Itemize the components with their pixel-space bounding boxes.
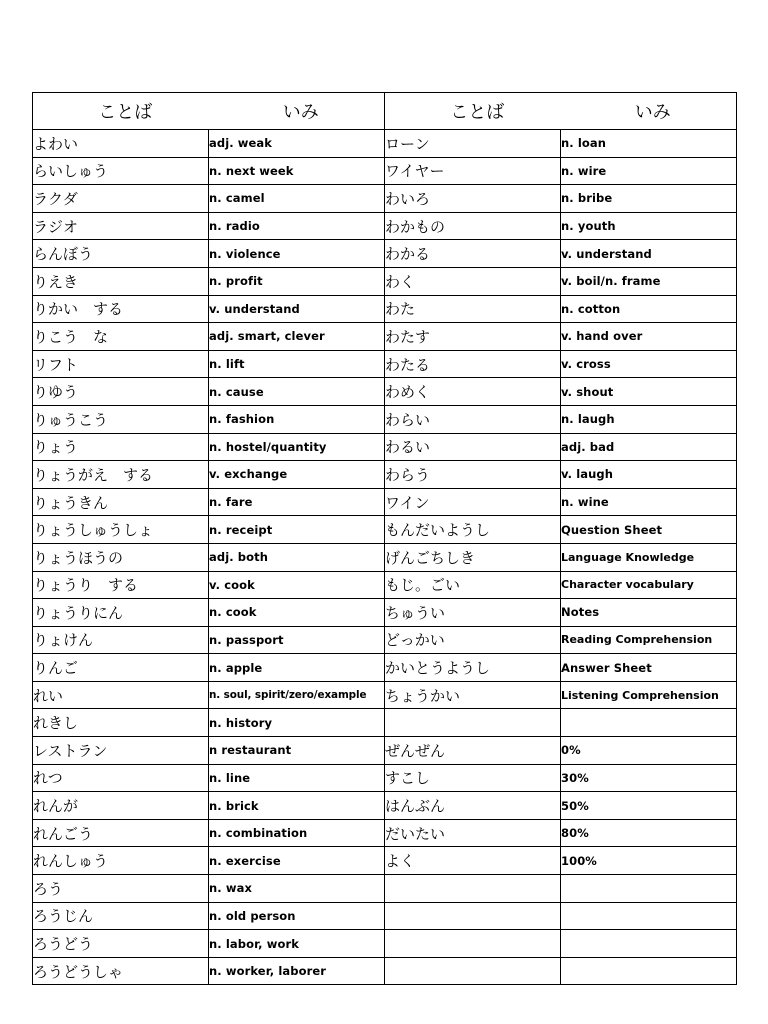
table-row: [33, 764, 737, 792]
right-header: [385, 93, 737, 130]
right-word-cell: どっかい: [385, 626, 561, 654]
vocabulary-body: [33, 130, 737, 985]
left-word-cell: れんごう: [33, 819, 209, 847]
right-meaning-cell: v. shout: [561, 378, 737, 406]
right-word-cell: もじ。ごい: [385, 571, 561, 599]
left-word-cell: りょうり する: [33, 571, 209, 599]
left-meaning-cell: n. wax: [209, 875, 385, 903]
left-word-cell: れんしゅう: [33, 847, 209, 875]
table-row: [33, 212, 737, 240]
table-row: [33, 130, 737, 158]
right-meaning-cell: v. understand: [561, 240, 737, 268]
table-row: [33, 792, 737, 820]
left-word-cell: れい: [33, 681, 209, 709]
table-row: [33, 681, 737, 709]
right-meaning-cell: n. cotton: [561, 295, 737, 323]
left-meaning-cell: n. line: [209, 764, 385, 792]
left-word-cell: りょうがえ する: [33, 461, 209, 489]
right-word-cell: わたす: [385, 323, 561, 351]
right-meaning-cell: [561, 957, 737, 985]
left-word-cell: りょう: [33, 433, 209, 461]
left-meaning-cell: n. fare: [209, 488, 385, 516]
left-meaning-cell: n. hostel/quantity: [209, 433, 385, 461]
left-meaning-header: いみ: [282, 102, 319, 123]
left-meaning-cell: n. radio: [209, 212, 385, 240]
right-word-cell: すこし: [385, 764, 561, 792]
left-meaning-cell: n. next week: [209, 157, 385, 185]
left-meaning-cell: n. camel: [209, 185, 385, 213]
right-word-cell: ワイヤー: [385, 157, 561, 185]
right-meaning-cell: [561, 902, 737, 930]
left-header: [33, 93, 385, 130]
left-meaning-cell: v. understand: [209, 295, 385, 323]
table-row: [33, 350, 737, 378]
right-word-cell: ローン: [385, 130, 561, 158]
left-word-cell: レストラン: [33, 737, 209, 765]
table-row: [33, 405, 737, 433]
right-word-cell: だいたい: [385, 819, 561, 847]
table-row: [33, 571, 737, 599]
table-row: [33, 488, 737, 516]
right-meaning-cell: Question Sheet: [561, 516, 737, 544]
right-word-cell: わかもの: [385, 212, 561, 240]
table-row: [33, 433, 737, 461]
right-word-cell: ちゅうい: [385, 599, 561, 627]
left-word-cell: ろう: [33, 875, 209, 903]
header-row: [33, 93, 737, 130]
left-meaning-cell: n. exercise: [209, 847, 385, 875]
left-word-cell: よわい: [33, 130, 209, 158]
left-meaning-cell: n restaurant: [209, 737, 385, 765]
left-meaning-cell: n. lift: [209, 350, 385, 378]
right-word-cell: [385, 709, 561, 737]
right-meaning-cell: 30%: [561, 764, 737, 792]
table-row: [33, 875, 737, 903]
table-row: [33, 240, 737, 268]
right-meaning-cell: Answer Sheet: [561, 654, 737, 682]
right-word-cell: [385, 875, 561, 903]
right-meaning-cell: 50%: [561, 792, 737, 820]
left-word-cell: りょうりにん: [33, 599, 209, 627]
left-meaning-cell: n. history: [209, 709, 385, 737]
right-word-header: ことば: [450, 102, 505, 123]
right-meaning-cell: n. bribe: [561, 185, 737, 213]
right-meaning-cell: v. cross: [561, 350, 737, 378]
table-row: [33, 323, 737, 351]
right-word-cell: わく: [385, 267, 561, 295]
left-meaning-cell: adj. smart, clever: [209, 323, 385, 351]
right-meaning-cell: n. wire: [561, 157, 737, 185]
left-word-cell: りゆう: [33, 378, 209, 406]
right-word-cell: ワイン: [385, 488, 561, 516]
left-word-cell: ラクダ: [33, 185, 209, 213]
right-meaning-header: いみ: [634, 102, 671, 123]
left-word-cell: らんぼう: [33, 240, 209, 268]
right-meaning-cell: Character vocabulary: [561, 571, 737, 599]
table-row: [33, 930, 737, 958]
right-meaning-cell: v. boil/n. frame: [561, 267, 737, 295]
right-word-cell: よく: [385, 847, 561, 875]
left-word-header: ことば: [98, 102, 153, 123]
table-row: [33, 654, 737, 682]
vocabulary-table: [32, 92, 737, 985]
table-row: [33, 295, 737, 323]
left-meaning-cell: n. apple: [209, 654, 385, 682]
table-row: [33, 902, 737, 930]
left-meaning-cell: adj. weak: [209, 130, 385, 158]
left-meaning-cell: n. passport: [209, 626, 385, 654]
right-meaning-cell: n. laugh: [561, 405, 737, 433]
left-word-cell: ラジオ: [33, 212, 209, 240]
right-word-cell: わめく: [385, 378, 561, 406]
right-meaning-cell: [561, 709, 737, 737]
left-meaning-cell: n. fashion: [209, 405, 385, 433]
left-word-cell: りゅうこう: [33, 405, 209, 433]
right-meaning-cell: 80%: [561, 819, 737, 847]
right-word-cell: ぜんぜん: [385, 737, 561, 765]
right-meaning-cell: 100%: [561, 847, 737, 875]
right-meaning-cell: 0%: [561, 737, 737, 765]
table-row: [33, 543, 737, 571]
table-row: [33, 709, 737, 737]
left-meaning-cell: n. brick: [209, 792, 385, 820]
left-word-cell: りょうきん: [33, 488, 209, 516]
left-word-cell: リフト: [33, 350, 209, 378]
right-word-cell: わいろ: [385, 185, 561, 213]
right-word-cell: [385, 902, 561, 930]
right-meaning-cell: n. wine: [561, 488, 737, 516]
right-meaning-cell: [561, 875, 737, 903]
left-word-cell: りえき: [33, 267, 209, 295]
table-row: [33, 185, 737, 213]
table-row: [33, 267, 737, 295]
right-meaning-cell: v. hand over: [561, 323, 737, 351]
right-word-cell: もんだいようし: [385, 516, 561, 544]
right-word-cell: わたる: [385, 350, 561, 378]
right-word-cell: [385, 957, 561, 985]
left-word-cell: りんご: [33, 654, 209, 682]
table-row: [33, 157, 737, 185]
left-word-cell: ろうどうしゃ: [33, 957, 209, 985]
right-word-cell: わかる: [385, 240, 561, 268]
right-word-cell: わるい: [385, 433, 561, 461]
table-row: [33, 461, 737, 489]
left-word-cell: りょけん: [33, 626, 209, 654]
left-meaning-cell: n. profit: [209, 267, 385, 295]
right-word-cell: わらい: [385, 405, 561, 433]
left-meaning-cell: n. soul, spirit/zero/example: [209, 681, 385, 709]
right-meaning-cell: v. laugh: [561, 461, 737, 489]
right-meaning-cell: adj. bad: [561, 433, 737, 461]
right-word-cell: はんぶん: [385, 792, 561, 820]
left-meaning-cell: v. cook: [209, 571, 385, 599]
left-word-cell: れつ: [33, 764, 209, 792]
right-meaning-cell: Notes: [561, 599, 737, 627]
left-meaning-cell: n. labor, work: [209, 930, 385, 958]
left-word-cell: ろうじん: [33, 902, 209, 930]
left-word-cell: りかい する: [33, 295, 209, 323]
right-meaning-cell: [561, 930, 737, 958]
left-meaning-cell: n. cause: [209, 378, 385, 406]
right-word-cell: げんごちしき: [385, 543, 561, 571]
left-meaning-cell: n. combination: [209, 819, 385, 847]
right-meaning-cell: n. loan: [561, 130, 737, 158]
table-row: [33, 378, 737, 406]
left-meaning-cell: n. worker, laborer: [209, 957, 385, 985]
table-row: [33, 626, 737, 654]
right-meaning-cell: Listening Comprehension: [561, 681, 737, 709]
table-row: [33, 847, 737, 875]
left-meaning-cell: n. cook: [209, 599, 385, 627]
left-meaning-cell: n. old person: [209, 902, 385, 930]
table-row: [33, 516, 737, 544]
left-meaning-cell: v. exchange: [209, 461, 385, 489]
left-meaning-cell: adj. both: [209, 543, 385, 571]
right-word-cell: かいとうようし: [385, 654, 561, 682]
left-word-cell: りこう な: [33, 323, 209, 351]
right-meaning-cell: Language Knowledge: [561, 543, 737, 571]
left-word-cell: りょうほうの: [33, 543, 209, 571]
left-meaning-cell: n. violence: [209, 240, 385, 268]
left-word-cell: ろうどう: [33, 930, 209, 958]
table-row: [33, 957, 737, 985]
right-word-cell: わた: [385, 295, 561, 323]
table-row: [33, 819, 737, 847]
table-row: [33, 737, 737, 765]
left-meaning-cell: n. receipt: [209, 516, 385, 544]
left-word-cell: りょうしゅうしょ: [33, 516, 209, 544]
right-meaning-cell: Reading Comprehension: [561, 626, 737, 654]
table-row: [33, 599, 737, 627]
right-word-cell: [385, 930, 561, 958]
right-word-cell: わらう: [385, 461, 561, 489]
right-meaning-cell: n. youth: [561, 212, 737, 240]
left-word-cell: らいしゅう: [33, 157, 209, 185]
right-word-cell: ちょうかい: [385, 681, 561, 709]
left-word-cell: れきし: [33, 709, 209, 737]
left-word-cell: れんが: [33, 792, 209, 820]
